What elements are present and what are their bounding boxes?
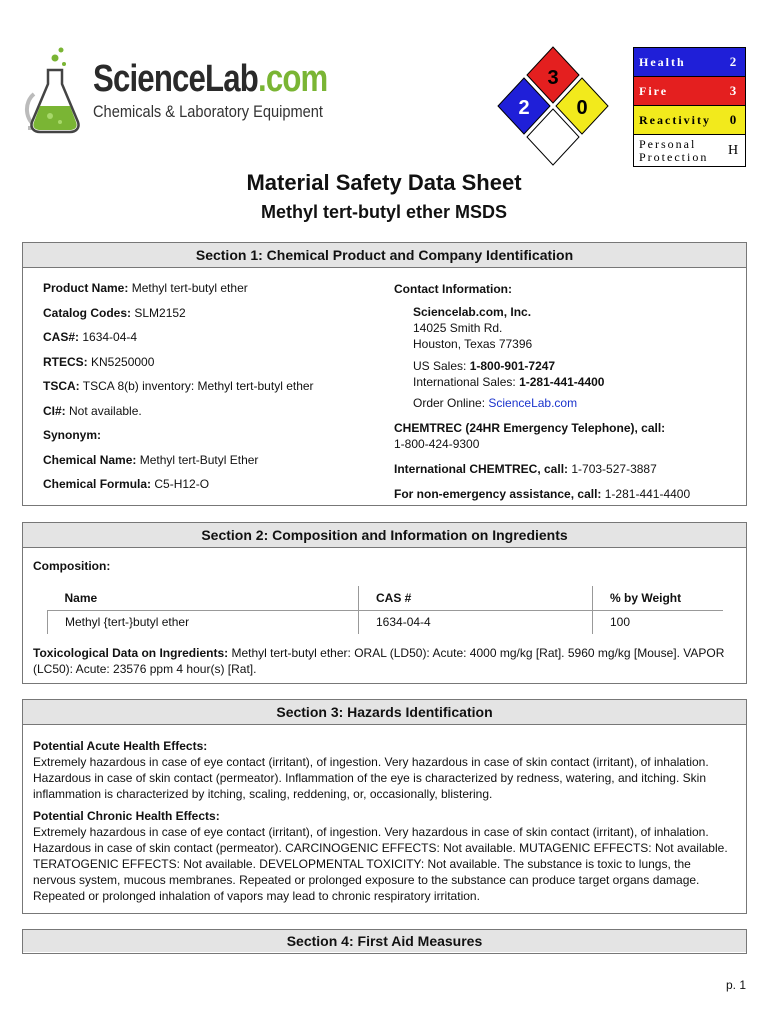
logo-tagline: Chemicals & Laboratory Equipment bbox=[93, 102, 323, 121]
contact-label: Contact Information: bbox=[394, 282, 512, 296]
flask-icon bbox=[20, 44, 90, 136]
order-online: Order Online: ScienceLab.com bbox=[413, 396, 578, 410]
column-header-name: Name bbox=[64, 590, 98, 605]
page-number: p. 1 bbox=[725, 978, 746, 992]
section-4-heading: Section 4: First Aid Measures bbox=[23, 930, 746, 952]
nfpa-health-value: 2 bbox=[518, 97, 530, 119]
field-ci: CI#: Not available. bbox=[43, 403, 142, 418]
hmis-reactivity-label: Reactivity bbox=[639, 112, 711, 127]
hmis-ppe-label: Personal Protection bbox=[639, 136, 709, 164]
chemtrec-label: CHEMTREC (24HR Emergency Telephone), call: bbox=[394, 421, 666, 435]
ingredient-weight: 100 bbox=[593, 610, 724, 634]
nfpa-fire-value: 3 bbox=[547, 67, 559, 89]
international-sales: International Sales: 1-281-441-4400 bbox=[413, 375, 605, 389]
section-1-heading: Section 1: Chemical Product and Company Identification bbox=[23, 243, 746, 268]
hmis-rating-table bbox=[633, 47, 746, 167]
section-1 bbox=[22, 242, 747, 506]
acute-effects-label: Potential Acute Health Effects: bbox=[33, 739, 208, 753]
field-catalog-codes: Catalog Codes: SLM2152 bbox=[43, 305, 186, 320]
chemtrec-phone: 1-800-424-9300 bbox=[394, 437, 480, 451]
table-row bbox=[48, 610, 724, 634]
section-2-heading: Section 2: Composition and Information on Ingredients bbox=[23, 523, 746, 548]
section-2 bbox=[22, 522, 747, 684]
hmis-reactivity-value: 0 bbox=[729, 112, 737, 127]
non-emergency-assistance: For non-emergency assistance, call: 1-281-441-4400 bbox=[394, 487, 691, 501]
sciencelab-link[interactable]: ScienceLab.com bbox=[488, 396, 578, 410]
address-line-2: Houston, Texas 77396 bbox=[413, 337, 533, 351]
section-4 bbox=[22, 929, 747, 954]
address-line-1: 14025 Smith Rd. bbox=[413, 321, 503, 335]
sciencelab-logo bbox=[20, 44, 328, 136]
section-3 bbox=[22, 699, 747, 914]
hmis-health-label: Health bbox=[639, 54, 686, 69]
nfpa-diamond bbox=[496, 44, 610, 166]
ingredient-cas: 1634-04-4 bbox=[359, 610, 593, 634]
company-name: Sciencelab.com, Inc. bbox=[413, 305, 532, 319]
nfpa-reactivity-value: 0 bbox=[576, 97, 588, 119]
table-header-row bbox=[48, 586, 724, 610]
hmis-ppe-value: H bbox=[727, 142, 739, 158]
field-cas: CAS#: 1634-04-4 bbox=[43, 330, 138, 344]
composition-body bbox=[33, 559, 736, 677]
composition-label: Composition: bbox=[33, 559, 111, 573]
column-header-weight: % by Weight bbox=[593, 586, 724, 610]
field-rtecs: RTECS: KN5250000 bbox=[43, 354, 155, 369]
chronic-effects-label: Potential Chronic Health Effects: bbox=[33, 809, 220, 823]
chronic-effects-text: Extremely hazardous in case of eye contact (irritant), of ingestion. Very hazardous in case of skin contact (irritant), of inhalation. Hazardous in case of skin contact (permeator). CARCINOGENIC EFFECTS: Not available. MUTAGENIC EFFECTS: Not available. TERATOGENIC EFFECTS: Not available. DEVELOPMENTAL TOXICITY: Not available. The substance is toxic to lungs, the nervous system, mucous membranes. Repeated or prolonged exposure to the substance can produce target organs damage. Repeated or prolonged inhalation of vapors may lead to chronic respiratory irritation. bbox=[33, 825, 728, 903]
toxicological-data: Toxicological Data on Ingredients: Methyl tert-butyl ether: ORAL (LD50): Acute: 4000 mg/kg [Rat]. 5960 mg/kg [Mouse]. VAPOR (LC50): Acute: 23576 ppm 4 hour(s) [Rat]. bbox=[33, 646, 725, 676]
field-synonym: Synonym: bbox=[43, 428, 102, 442]
field-chemical-formula: Chemical Formula: C5-H12-O bbox=[43, 477, 210, 491]
hmis-fire-value: 3 bbox=[729, 83, 737, 98]
document-title: Material Safety Data Sheet bbox=[246, 170, 522, 195]
column-header-cas: CAS # bbox=[359, 586, 593, 610]
composition-table bbox=[47, 586, 723, 634]
product-identification bbox=[43, 281, 383, 502]
hmis-ppe-row bbox=[634, 135, 745, 166]
hmis-health-row bbox=[634, 48, 745, 77]
field-product-name: Product Name: Methyl tert-butyl ether bbox=[43, 281, 248, 295]
logo-wordmark: ScienceLab.com bbox=[93, 58, 328, 100]
field-chemical-name: Chemical Name: Methyl tert-Butyl Ether bbox=[43, 452, 259, 467]
acute-effects-text: Extremely hazardous in case of eye contact (irritant), of ingestion. Very hazardous in case of skin contact (irritant), of inhalation. Hazardous in case of skin contact (permeator). Inflammation of the eye is characterized by redness, watering, and itching. Skin inflammation is characterized by itching, scaling, reddening, or, occasionally, blistering. bbox=[33, 755, 709, 801]
contact-information bbox=[394, 281, 734, 502]
document-subtitle: Methyl tert-butyl ether MSDS bbox=[260, 202, 508, 222]
field-tsca: TSCA: TSCA 8(b) inventory: Methyl tert-butyl ether bbox=[43, 379, 314, 393]
hazards-body bbox=[33, 738, 734, 910]
section-3-heading: Section 3: Hazards Identification bbox=[23, 700, 746, 725]
hmis-fire-label: Fire bbox=[639, 83, 669, 98]
hmis-health-value: 2 bbox=[729, 54, 737, 69]
us-sales: US Sales: 1-800-901-7247 bbox=[413, 359, 556, 373]
hmis-reactivity-row bbox=[634, 106, 745, 135]
hmis-fire-row bbox=[634, 77, 745, 106]
international-chemtrec: International CHEMTREC, call: 1-703-527-3887 bbox=[394, 462, 657, 476]
ingredient-name: Methyl {tert-}butyl ether bbox=[48, 610, 359, 634]
